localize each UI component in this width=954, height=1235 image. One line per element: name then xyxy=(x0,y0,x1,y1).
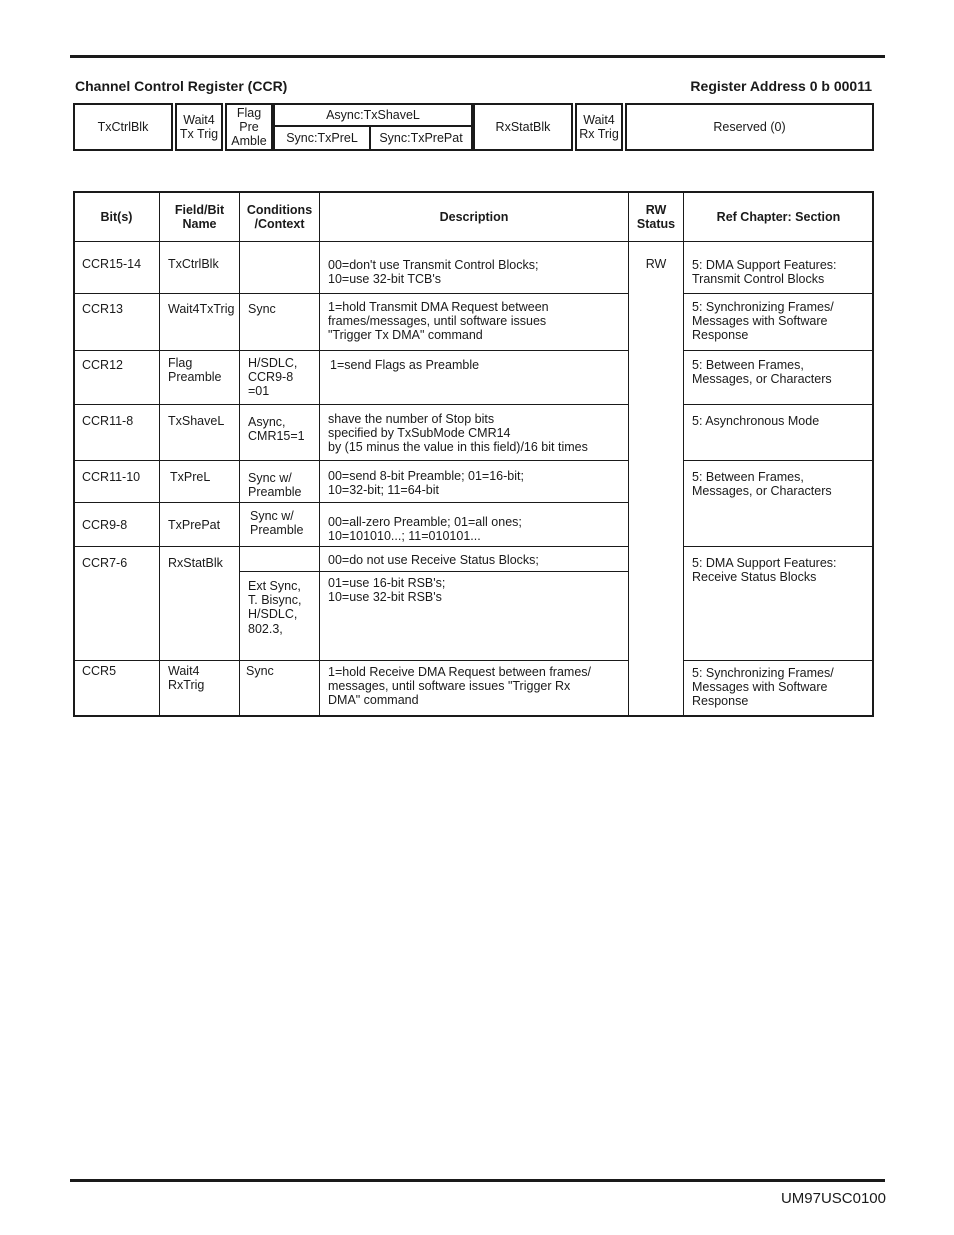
table-row-ccr5-conditions: Sync xyxy=(239,660,320,717)
table-row-ccr11-10-field: TxPreL xyxy=(159,460,240,503)
table-row-ccr7-6-description-2: 01=use 16-bit RSB's; 10=use 32-bit RSB's xyxy=(319,571,629,661)
header-bits: Bit(s) xyxy=(73,191,160,242)
table-row-ccr5-field: Wait4 RxTrig xyxy=(159,660,240,717)
header-field-name: Field/Bit Name xyxy=(159,191,240,242)
table-row-ccr11-8-conditions: Async, CMR15=1 xyxy=(239,404,320,461)
field-wait4rxtrig: Wait4 Rx Trig xyxy=(575,103,623,151)
field-sync-txprel: Sync:TxPreL xyxy=(273,125,371,151)
register-title: Channel Control Register (CCR) xyxy=(75,78,288,94)
bit-description-table xyxy=(73,191,874,717)
header-conditions: Conditions /Context xyxy=(239,191,320,242)
table-row-ccr12-conditions: H/SDLC, CCR9-8 =01 xyxy=(239,350,320,405)
table-row-ccr5-bits: CCR5 xyxy=(73,660,160,717)
table-row-ccr5-description: 1=hold Receive DMA Request between frames/ messages, until software issues "Trigger Rx DMA" command xyxy=(319,660,629,717)
table-row-ccr7-6-conditions-2: Ext Sync, T. Bisync, H/SDLC, 802.3, xyxy=(239,571,320,661)
field-sync-txprepat: Sync:TxPrePat xyxy=(369,125,473,151)
table-row-ccr11-8-bits: CCR11-8 xyxy=(73,404,160,461)
table-row-ccr13-ref: 5: Synchronizing Frames/ Messages with Software Response xyxy=(683,293,874,351)
table-row-ccr7-6-description: 00=do not use Receive Status Blocks; xyxy=(319,546,629,572)
table-row-ccr11-10-description: 00=send 8-bit Preamble; 01=16-bit; 10=32-bit; 11=64-bit xyxy=(319,460,629,503)
field-async-txshavel: Async:TxShaveL xyxy=(273,103,473,127)
table-row-ccr13-conditions: Sync xyxy=(239,293,320,351)
field-txctrlblk: TxCtrlBlk xyxy=(73,103,173,151)
field-wait4txtrig: Wait4 Tx Trig xyxy=(175,103,223,151)
table-row-ccr11-10-conditions: Sync w/ Preamble xyxy=(239,460,320,503)
header-rw-status: RW Status xyxy=(628,191,684,242)
table-row-ccr5-ref: 5: Synchronizing Frames/ Messages with Software Response xyxy=(683,660,874,717)
table-row-ccr11-8-field: TxShaveL xyxy=(159,404,240,461)
field-flag-preamble: Flag Pre Amble xyxy=(225,103,273,151)
register-field-diagram xyxy=(73,103,874,151)
table-row-ccr15-14-conditions xyxy=(239,241,320,294)
register-address: Register Address 0 b 00011 xyxy=(690,78,872,94)
header-ref-section: Ref Chapter: Section xyxy=(683,191,874,242)
table-row-ccr11-10-bits: CCR11-10 xyxy=(73,460,160,503)
table-row-ccr7-6-field: RxStatBlk xyxy=(159,546,240,661)
table-row-ccr7-6-ref: 5: DMA Support Features: Receive Status Blocks xyxy=(683,546,874,661)
table-row-ccr9-8-bits: CCR9-8 xyxy=(73,502,160,547)
table-row-ccr12-description: 1=send Flags as Preamble xyxy=(319,350,629,405)
field-rxstatblk: RxStatBlk xyxy=(473,103,573,151)
bottom-rule xyxy=(70,1179,885,1182)
table-row-ccr9-8-conditions: Sync w/ Preamble xyxy=(239,502,320,547)
field-reserved: Reserved (0) xyxy=(625,103,874,151)
rw-status-cell: RW xyxy=(628,241,684,717)
table-row-ccr7-6-conditions xyxy=(239,546,320,572)
table-row-ccr15-14-bits: CCR15-14 xyxy=(73,241,160,294)
table-row-ccr12-ref: 5: Between Frames, Messages, or Characters xyxy=(683,350,874,405)
table-row-ccr15-14-description: 00=don't use Transmit Control Blocks; 10=use 32-bit TCB's xyxy=(319,241,629,294)
top-rule xyxy=(70,55,885,58)
table-row-ccr9-8-field: TxPrePat xyxy=(159,502,240,547)
table-row-ccr11-8-description: shave the number of Stop bits specified by TxSubMode CMR14 by (15 minus the value in this field)/16 bit times xyxy=(319,404,629,461)
table-row-ccr12-field: Flag Preamble xyxy=(159,350,240,405)
document-id: UM97USC0100 xyxy=(780,1190,886,1207)
table-row-ccr13-description: 1=hold Transmit DMA Request between frames/messages, until software issues "Trigger Tx DMA" command xyxy=(319,293,629,351)
table-row-ccr13-field: Wait4TxTrig xyxy=(159,293,240,351)
table-row-ccr13-bits: CCR13 xyxy=(73,293,160,351)
table-row-ccr12-bits: CCR12 xyxy=(73,350,160,405)
table-row-ccr7-6-bits: CCR7-6 xyxy=(73,546,160,661)
header-description: Description xyxy=(319,191,629,242)
table-row-ccr15-14-field: TxCtrlBlk xyxy=(159,241,240,294)
table-row-ccr9-8-description: 00=all-zero Preamble; 01=all ones; 10=101010...; 11=010101... xyxy=(319,502,629,547)
table-row-ccr11-8-ref: 5: Asynchronous Mode xyxy=(683,404,874,461)
table-row-ccr11-10-ref: 5: Between Frames, Messages, or Characters xyxy=(683,460,874,547)
table-row-ccr15-14-ref: 5: DMA Support Features: Transmit Control Blocks xyxy=(683,241,874,294)
